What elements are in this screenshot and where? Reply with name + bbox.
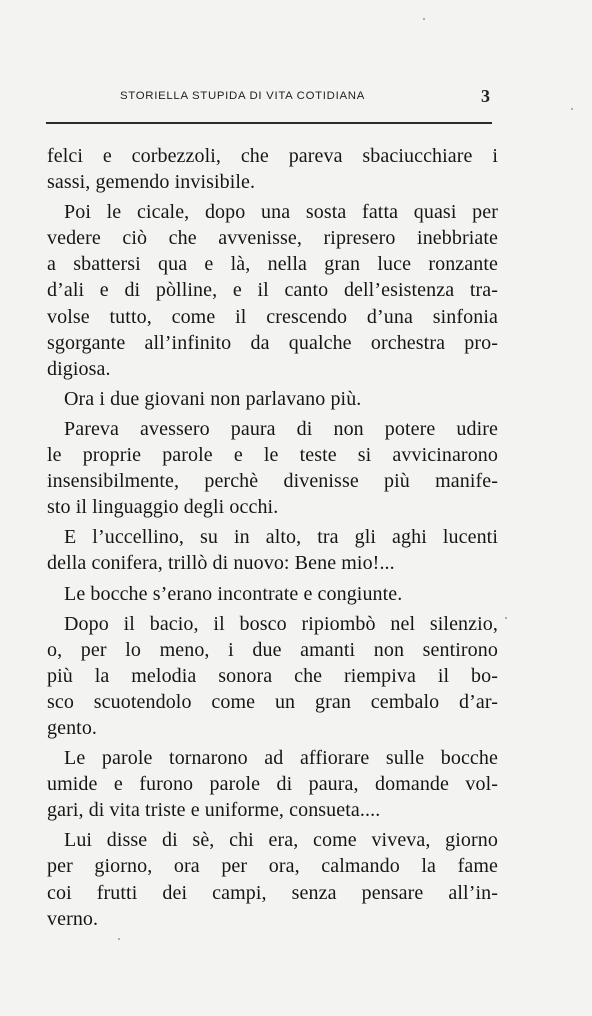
text-line: della conifera, trillò di nuovo: Bene mio!... <box>47 552 395 575</box>
page-number: 3 <box>481 86 490 106</box>
text-line: gento. <box>47 716 98 739</box>
header-rule <box>46 122 492 124</box>
text-line: Pareva avessero paura di non potere udire <box>64 417 498 440</box>
text-line: Ora i due giovani non parlavano più. <box>64 387 362 410</box>
text-line: Poi le cicale, dopo una sosta fatta quasi per <box>64 201 498 224</box>
text-line: Lui disse di sè, chi era, come viveva, giorno <box>64 829 498 852</box>
body-text <box>47 143 498 932</box>
text-line: vedere ciò che avvenisse, ripresero inebbriate <box>47 227 498 250</box>
running-title: STORIELLA STUPIDA DI VITA COTIDIANA <box>120 90 365 102</box>
text-line: coi frutti dei campi, senza pensare all’in- <box>47 881 498 904</box>
text-line: le proprie parole e le teste si avvicinarono <box>47 444 498 467</box>
text-line: felci e corbezzoli, che pareva sbaciucchiare i <box>47 145 498 167</box>
text-line: Dopo il bacio, il bosco ripiombò nel silenzio, <box>64 612 498 635</box>
text-line: digiosa. <box>47 357 111 380</box>
text-line: per giorno, ora per ora, calmando la fame <box>47 855 498 878</box>
text-line: Le parole tornarono ad affiorare sulle bocche <box>64 747 498 770</box>
text-line: gari, di vita triste e uniforme, consueta.... <box>47 799 381 822</box>
text-line: insensibilmente, perchè divenisse più manife- <box>47 470 498 493</box>
text-line: E l’uccellino, su in alto, tra gli aghi lucenti <box>64 526 498 549</box>
text-line: umide e furono parole di paura, domande vol- <box>47 773 498 796</box>
paper-speck <box>505 617 507 619</box>
paper-speck <box>571 108 573 110</box>
text-line: più la melodia sonora che riempiva il bo- <box>47 664 498 687</box>
text-line: d’ali e di pòlline, e il canto dell’esistenza tra- <box>47 279 498 302</box>
text-line: o, per lo meno, i due amanti non sentirono <box>47 638 498 661</box>
text-line: a sbattersi qua e là, nella gran luce ronzante <box>47 253 498 276</box>
text-line: volse tutto, come il crescendo d’una sinfonia <box>47 305 498 328</box>
text-line: sassi, gemendo invisibile. <box>47 171 256 194</box>
page-header <box>46 87 498 109</box>
paper-speck <box>423 18 425 20</box>
paper-speck <box>118 938 120 940</box>
text-line: verno. <box>47 907 99 930</box>
text-line: sgorgante all’infinito da qualche orchestra pro- <box>47 331 498 354</box>
text-line: sto il linguaggio degli occhi. <box>47 496 279 519</box>
text-line: Le bocche s’erano incontrate e congiunte. <box>64 582 403 605</box>
text-line: sco scuotendolo come un gran cembalo d’ar- <box>47 690 498 713</box>
